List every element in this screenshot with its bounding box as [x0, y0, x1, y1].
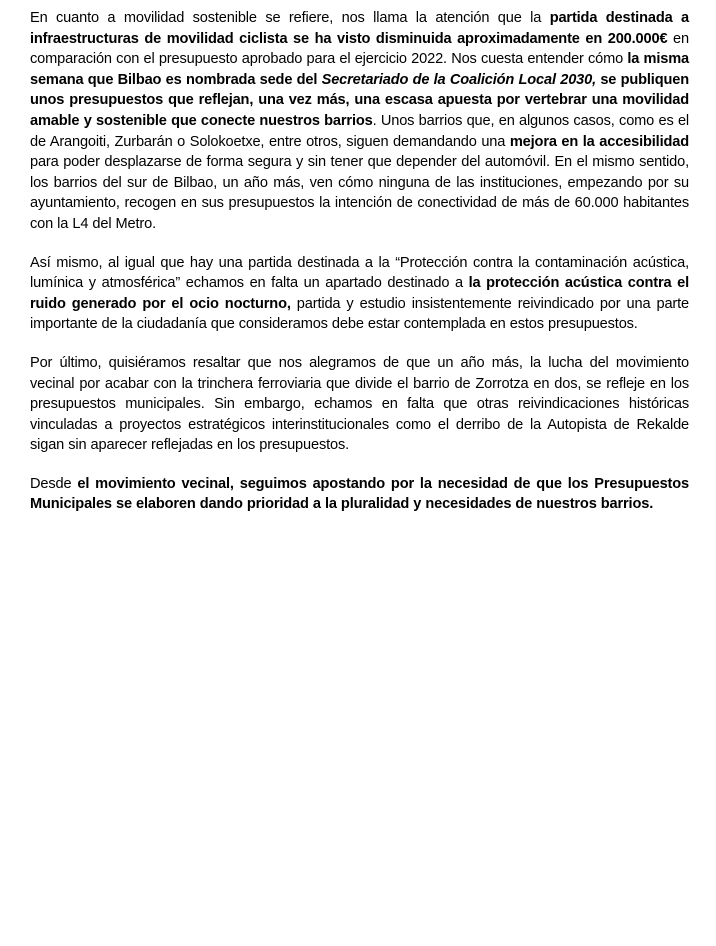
text-run: partida destinada a infraestructuras de movilidad ciclista se ha visto disminuida aproximadamente en 200.000€ [30, 10, 689, 47]
text-run: la misma semana que Bilbao es nombrada sede del [30, 51, 690, 88]
document-body [30, 8, 689, 515]
text-run: el movimiento vecinal, seguimos apostando por la necesidad de que los Presupuestos Municipales se elaboren dando prioridad a la pluralidad y necesidades de nuestros barrios. [30, 475, 689, 513]
text-run: para poder desplazarse de forma segura y sin tener que depender del automóvil. En el mismo sentido, los barrios del sur de Bilbao, un año más, ven cómo ninguna de las instituciones, empezando por su ayuntamiento, recogen en sus presupuestos la intención de conectividad de más de 60.000 habitantes con la L4 del Metro. [30, 154, 689, 232]
text-run: en comparación con el presupuesto aprobado para el ejercicio 2022. Nos cuesta entender cómo [30, 30, 689, 68]
text-run: la protección acústica contra el ruido generado por el ocio nocturno, [30, 275, 689, 312]
text-run: Así mismo, al igual que hay una partida destinada a la “Protección contra la contaminación acústica, lumínica y atmosférica” echamos en falta un apartado destinado a [30, 254, 689, 292]
text-run: se publiquen unos presupuestos que reflejan, una vez más, una escasa apuesta por vertebrar una movilidad amable y sostenible que conecte nuestros barrios [30, 71, 689, 129]
text-run: Por último, quisiéramos resaltar que nos alegramos de que un año más, la lucha del movimiento vecinal por acabar con la trinchera ferroviaria que divide el barrio de Zorrotza en dos, se refleje en los presupuestos municipales. Sin embargo, echamos en falta que otras reivindicaciones históricas vinculadas a proyectos estratégicos interinstitucionales como el derribo de la Autopista de Rekalde sigan sin aparecer reflejadas en los presupuestos. [30, 354, 689, 454]
text-run: mejora en la accesibilidad [509, 133, 689, 150]
text-run: Desde [30, 475, 78, 492]
text-run: Secretariado de la Coalición Local 2030, [321, 71, 596, 88]
text-run: . Unos barrios que, en algunos casos, como es el de Arangoiti, Zurbarán o Solokoetxe, entre otros, siguen demandando una [30, 112, 690, 150]
text-run: partida y estudio insistentemente reivindicado por una parte importante de la ciudadanía que consideramos debe estar contemplada en estos presupuestos. [30, 295, 689, 333]
text-run: En cuanto a movilidad sostenible se refiere, nos llama la atención que la [30, 10, 550, 26]
paragraph [30, 353, 689, 456]
paragraph [30, 8, 689, 235]
paragraph [30, 474, 689, 515]
paragraph [30, 253, 689, 335]
